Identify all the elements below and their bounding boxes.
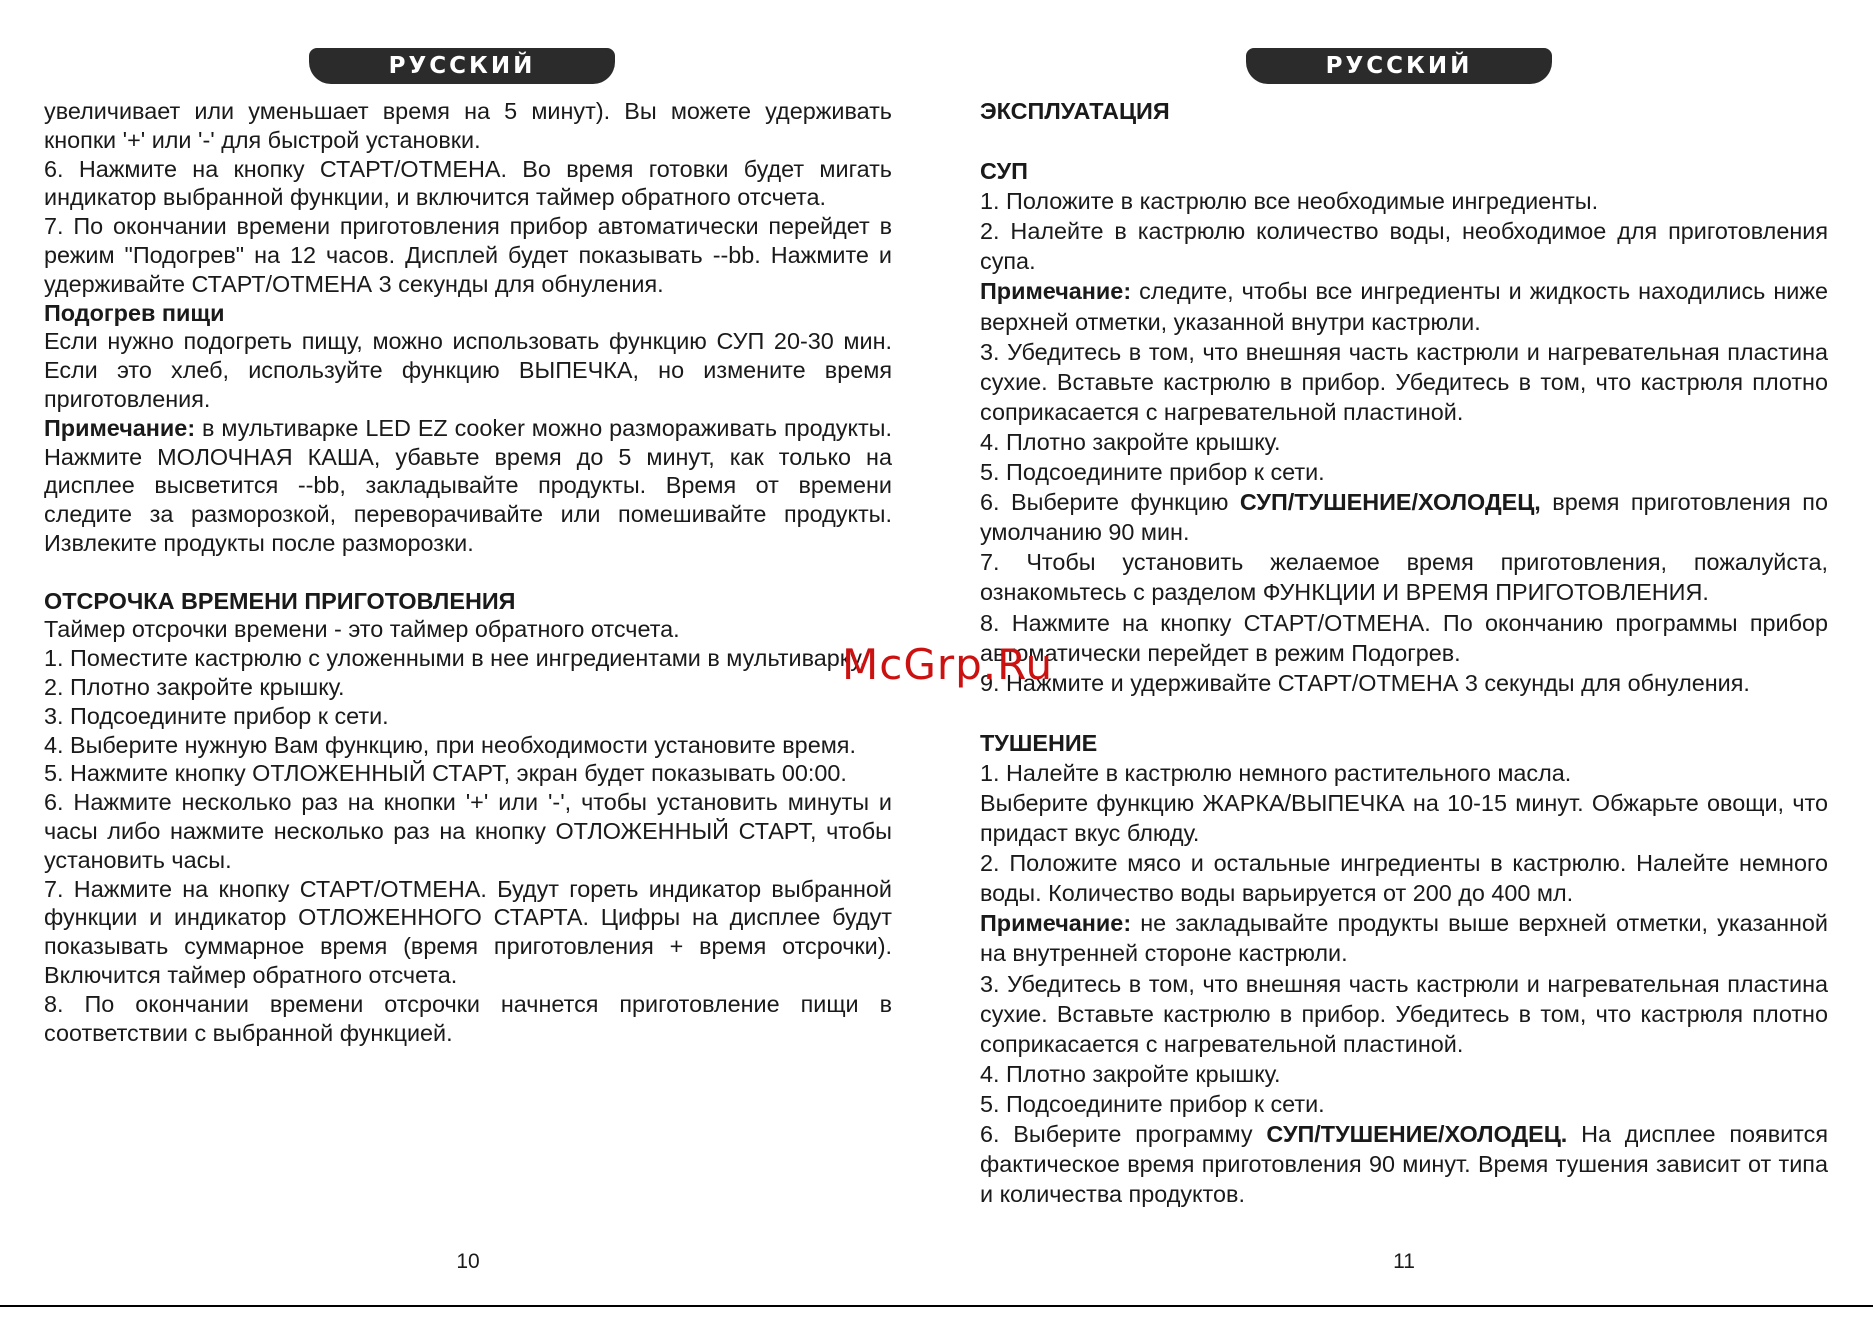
language-tab: РУССКИЙ (1246, 48, 1552, 84)
list-item: 1. Положите в кастрюлю все необходимые ингредиенты. (980, 188, 1599, 215)
list-item: 4. Выберите нужную Вам функцию, при необходимости установите время. (44, 731, 856, 758)
section-heading: Подогрев пищи (44, 299, 225, 326)
paragraph: 7. По окончании времени приготовления прибор автоматически перейдет в режим "Подогрев" на 12 часов. Дисплей будет показывать --bb. Нажмите и удерживайте СТАРТ/ОТМЕНА 3 секунды для обнуления. (44, 213, 892, 297)
language-tab: РУССКИЙ (309, 48, 615, 84)
list-item: 8. По окончании времени отсрочки начнется приготовление пищи в соответствии с выбранной функцией. (44, 990, 892, 1046)
note (980, 908, 1828, 968)
list-item: 3. Убедитесь в том, что внешняя часть кастрюли и нагревательная пластина сухие. Вставьте кастрюлю в прибор. Убедитесь в том, что кастрюля плотно соприкасается с нагревательной пластиной. (980, 338, 1828, 425)
list-item: 2. Положите мясо и остальные ингредиенты в кастрюлю. Налейте немного воды. Количество воды варьируется от 200 до 400 мл. (980, 850, 1828, 907)
list-item: 3. Убедитесь в том, что внешняя часть кастрюли и нагревательная пластина сухие. Вставьте кастрюлю в прибор. Убедитесь в том, что кастрюля плотно соприкасается с нагревательной пластиной. (980, 970, 1828, 1057)
program-name: СУП/ТУШЕНИЕ/ХОЛОДЕЦ. (1266, 1121, 1568, 1147)
note-text: следите, чтобы все ингредиенты и жидкость находились ниже верхней отметки, указанной внутри кастрюли. (980, 278, 1828, 335)
paragraph: Выберите функцию ЖАРКА/ВЫПЕЧКА на 10-15 минут. Обжарьте овощи, что придаст вкус блюду. (980, 789, 1828, 847)
page-number: 11 (1393, 1250, 1415, 1273)
note (44, 414, 892, 558)
spacer (980, 126, 1828, 156)
list-item: 7. Чтобы установить желаемое время приготовления, пожалуйста, ознакомьтесь с разделом ФУНКЦИИ И ВРЕМЯ ПРИГОТОВЛЕНИЯ. (980, 549, 1828, 606)
section-heading: ТУШЕНИЕ (980, 729, 1098, 756)
list-item-text: На дисплее появится фактическое время приготовления 90 минут. Время тушения зависит от типа и количества продуктов. (980, 1121, 1828, 1208)
watermark: McGrp.Ru (842, 640, 1054, 689)
paragraph: 6. Нажмите на кнопку СТАРТ/ОТМЕНА. Во время готовки будет мигать индикатор выбранной функции, и включится таймер обратного отсчета. (44, 155, 892, 211)
spacer (44, 558, 892, 587)
right-page-content (980, 96, 1828, 1209)
list-item: 5. Подсоедините прибор к сети. (980, 1090, 1325, 1117)
program-name: СУП/ТУШЕНИЕ/ХОЛОДЕЦ, (1239, 489, 1541, 516)
list-item: 4. Плотно закройте крышку. (980, 428, 1281, 455)
list-item: 4. Плотно закройте крышку. (980, 1060, 1281, 1087)
list-item: 6. Нажмите несколько раз на кнопки '+' или '-', чтобы установить минуты и часы либо нажмите несколько раз на кнопку ОТЛОЖЕННЫЙ СТАРТ, чтобы установить часы. (44, 789, 892, 873)
bottom-rule (0, 1305, 1873, 1307)
note-label: Примечание: (980, 278, 1132, 305)
note-label: Примечание: (44, 414, 196, 441)
note-label: Примечание: (980, 910, 1132, 937)
list-item: 8. Нажмите на кнопку СТАРТ/ОТМЕНА. По окончанию программы прибор автоматически перейдет в режим Подогрев. (980, 609, 1828, 666)
section-heading: СУП (980, 158, 1028, 185)
list-item (980, 1119, 1828, 1209)
note-text: в мультиварке LED EZ cooker можно размораживать продукты. Нажмите МОЛОЧНАЯ КАША, убавьте время до 5 минут, как только на дисплее высветится --bb, закладывайте продукты. Время от времени следите за разморозкой, переворачивайте или помешивайте продукты. Извлеките продукты после разморозки. (44, 414, 892, 556)
list-item: 5. Нажмите кнопку ОТЛОЖЕННЫЙ СТАРТ, экран будет показывать 00:00. (44, 760, 847, 787)
list-item-text: 6. Выберите функцию (980, 489, 1240, 516)
list-item: 2. Плотно закройте крышку. (44, 673, 345, 700)
list-item: 9. Нажмите и удерживайте СТАРТ/ОТМЕНА 3 секунды для обнуления. (980, 669, 1750, 696)
page-number: 10 (456, 1250, 480, 1273)
note (980, 276, 1828, 336)
list-item: 1. Поместите кастрюлю с уложенными в нее ингредиентами в мультиварку. (44, 645, 867, 672)
paragraph: Если нужно подогреть пищу, можно использовать функцию СУП 20-30 мин. Если это хлеб, используйте функцию ВЫПЕЧКА, но измените время приготовления. (44, 328, 892, 412)
left-page-content (44, 97, 892, 1047)
list-item: 2. Налейте в кастрюлю количество воды, необходимое для приготовления супа. (980, 218, 1828, 275)
paragraph: увеличивает или уменьшает время на 5 минут). Вы можете удерживать кнопки '+' или '-' для быстрой установки. (44, 98, 892, 153)
list-item: 3. Подсоедините прибор к сети. (44, 702, 389, 729)
left-page (44, 0, 892, 1305)
list-item-text: время приготовления по умолчанию 90 мин. (980, 489, 1828, 546)
list-item: 1. Налейте в кастрюлю немного растительного масла. (980, 759, 1572, 786)
paragraph: Таймер отсрочки времени - это таймер обратного отсчета. (44, 616, 680, 643)
spacer (980, 698, 1828, 728)
right-page (980, 0, 1828, 1305)
list-item (980, 487, 1828, 547)
list-item: 5. Подсоедините прибор к сети. (980, 459, 1325, 486)
section-heading: ОТСРОЧКА ВРЕМЕНИ ПРИГОТОВЛЕНИЯ (44, 587, 516, 614)
list-item: 7. Нажмите на кнопку СТАРТ/ОТМЕНА. Будут гореть индикатор выбранной функции и индикатор ОТЛОЖЕННОГО СТАРТА. Цифры на дисплее будут показывать суммарное время (время приготовления + время отсрочки). Включится таймер обратного отсчета. (44, 875, 892, 988)
note-text: не закладывайте продукты выше верхней отметки, указанной на внутренней стороне кастрюли. (980, 910, 1828, 967)
section-heading: ЭКСПЛУАТАЦИЯ (980, 98, 1170, 124)
list-item-text: 6. Выберите программу (980, 1121, 1267, 1147)
